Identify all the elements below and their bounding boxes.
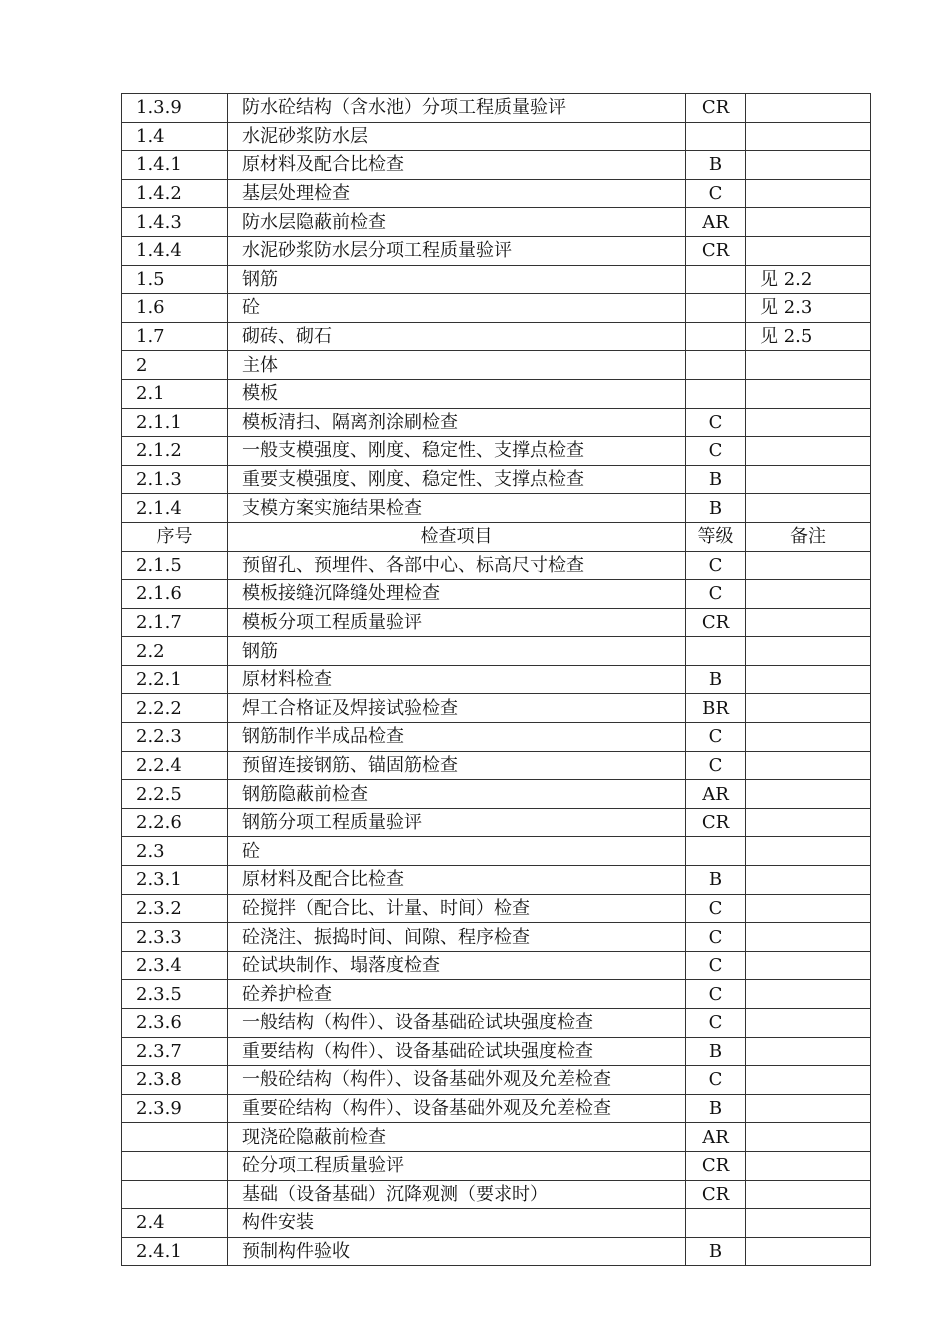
table-row — [122, 1009, 871, 1038]
row-note-cell — [746, 1094, 871, 1123]
row-item-cell: 构件安装 — [228, 1209, 686, 1238]
row-note-cell — [746, 837, 871, 866]
row-grade-cell: C — [686, 1066, 746, 1095]
row-item-cell: 原材料检查 — [228, 665, 686, 694]
table-row — [122, 322, 871, 351]
row-item-cell: 重要结构（构件）、设备基础砼试块强度检查 — [228, 1037, 686, 1066]
row-item-cell: 现浇砼隐蔽前检查 — [228, 1123, 686, 1152]
table-row — [122, 465, 871, 494]
table-row — [122, 151, 871, 180]
row-number-cell: 2.3.2 — [122, 894, 228, 923]
table-row — [122, 637, 871, 666]
row-number-cell: 1.3.9 — [122, 94, 228, 123]
table-body-upper — [122, 94, 871, 523]
row-note-cell — [746, 1066, 871, 1095]
row-number-cell: 2.2.2 — [122, 694, 228, 723]
row-grade-cell: C — [686, 179, 746, 208]
row-number-cell: 1.7 — [122, 322, 228, 351]
table-row — [122, 1037, 871, 1066]
row-number-cell: 1.4.1 — [122, 151, 228, 180]
row-number-cell: 2.2.1 — [122, 665, 228, 694]
row-number-cell: 2.3.4 — [122, 951, 228, 980]
row-note-cell — [746, 437, 871, 466]
row-number-cell: 2.3.1 — [122, 866, 228, 895]
row-item-cell: 模板接缝沉降缝处理检查 — [228, 580, 686, 609]
row-number-cell: 1.4.2 — [122, 179, 228, 208]
table-body-lower — [122, 551, 871, 1266]
table-row — [122, 1066, 871, 1095]
row-note-cell — [746, 866, 871, 895]
table-row — [122, 808, 871, 837]
row-note-cell — [746, 780, 871, 809]
row-grade-cell: C — [686, 980, 746, 1009]
row-grade-cell — [686, 265, 746, 294]
row-number-cell: 1.4.3 — [122, 208, 228, 237]
row-item-cell: 水泥砂浆防水层 — [228, 122, 686, 151]
row-note-cell — [746, 665, 871, 694]
row-grade-cell — [686, 637, 746, 666]
row-item-cell: 钢筋分项工程质量验评 — [228, 808, 686, 837]
row-note-cell: 见 2.2 — [746, 265, 871, 294]
row-grade-cell: CR — [686, 94, 746, 123]
row-item-cell: 砼分项工程质量验评 — [228, 1151, 686, 1180]
row-item-cell: 焊工合格证及焊接试验检查 — [228, 694, 686, 723]
row-grade-cell: C — [686, 580, 746, 609]
row-number-cell: 1.6 — [122, 294, 228, 323]
table-row — [122, 837, 871, 866]
row-grade-cell — [686, 322, 746, 351]
header-note: 备注 — [746, 522, 871, 551]
row-note-cell — [746, 379, 871, 408]
table-row — [122, 1151, 871, 1180]
row-note-cell — [746, 723, 871, 752]
row-number-cell: 2.1.3 — [122, 465, 228, 494]
table-row — [122, 1094, 871, 1123]
row-grade-cell: B — [686, 151, 746, 180]
table-row — [122, 551, 871, 580]
row-item-cell: 钢筋隐蔽前检查 — [228, 780, 686, 809]
row-item-cell: 模板分项工程质量验评 — [228, 608, 686, 637]
row-grade-cell: C — [686, 923, 746, 952]
table-row — [122, 951, 871, 980]
row-number-cell: 2 — [122, 351, 228, 380]
row-number-cell: 2.3.8 — [122, 1066, 228, 1095]
row-item-cell: 一般支模强度、刚度、稳定性、支撑点检查 — [228, 437, 686, 466]
row-note-cell — [746, 94, 871, 123]
row-item-cell: 砼 — [228, 837, 686, 866]
row-item-cell: 模板清扫、隔离剂涂刷检查 — [228, 408, 686, 437]
row-note-cell — [746, 951, 871, 980]
row-grade-cell: B — [686, 866, 746, 895]
table-row — [122, 1209, 871, 1238]
row-note-cell — [746, 694, 871, 723]
table-row — [122, 179, 871, 208]
row-item-cell: 预留孔、预埋件、各部中心、标高尺寸检查 — [228, 551, 686, 580]
inspection-table — [121, 93, 871, 1266]
row-grade-cell: B — [686, 1094, 746, 1123]
row-number-cell: 2.3.9 — [122, 1094, 228, 1123]
row-item-cell: 钢筋 — [228, 637, 686, 666]
row-number-cell: 2.2.4 — [122, 751, 228, 780]
row-number-cell: 1.4.4 — [122, 236, 228, 265]
table-row — [122, 1237, 871, 1266]
table-row — [122, 408, 871, 437]
row-note-cell: 见 2.3 — [746, 294, 871, 323]
table-row — [122, 351, 871, 380]
row-number-cell: 1.4 — [122, 122, 228, 151]
row-item-cell: 水泥砂浆防水层分项工程质量验评 — [228, 236, 686, 265]
row-number-cell: 2.1 — [122, 379, 228, 408]
row-grade-cell: CR — [686, 236, 746, 265]
row-grade-cell: BR — [686, 694, 746, 723]
table-row — [122, 208, 871, 237]
row-note-cell — [746, 408, 871, 437]
table-row — [122, 494, 871, 523]
row-item-cell: 砼搅拌（配合比、计量、时间）检查 — [228, 894, 686, 923]
row-number-cell: 2.1.5 — [122, 551, 228, 580]
row-number-cell: 2.4 — [122, 1209, 228, 1238]
row-grade-cell: B — [686, 665, 746, 694]
row-number-cell: 2.4.1 — [122, 1237, 228, 1266]
row-item-cell: 钢筋 — [228, 265, 686, 294]
row-note-cell — [746, 1180, 871, 1209]
row-grade-cell — [686, 294, 746, 323]
row-grade-cell: B — [686, 494, 746, 523]
row-grade-cell: C — [686, 551, 746, 580]
row-grade-cell — [686, 1209, 746, 1238]
row-note-cell — [746, 608, 871, 637]
row-item-cell: 砼 — [228, 294, 686, 323]
row-grade-cell: C — [686, 751, 746, 780]
header-no: 序号 — [122, 522, 228, 551]
row-note-cell — [746, 122, 871, 151]
row-note-cell — [746, 465, 871, 494]
row-note-cell — [746, 208, 871, 237]
row-item-cell: 原材料及配合比检查 — [228, 151, 686, 180]
row-note-cell — [746, 1209, 871, 1238]
row-grade-cell — [686, 351, 746, 380]
row-number-cell: 2.1.2 — [122, 437, 228, 466]
table-row — [122, 122, 871, 151]
table-row — [122, 437, 871, 466]
row-note-cell — [746, 351, 871, 380]
row-grade-cell: CR — [686, 808, 746, 837]
row-number-cell: 2.2 — [122, 637, 228, 666]
row-grade-cell — [686, 122, 746, 151]
row-number-cell: 2.3.6 — [122, 1009, 228, 1038]
row-item-cell: 主体 — [228, 351, 686, 380]
row-number-cell: 2.3.7 — [122, 1037, 228, 1066]
row-note-cell — [746, 980, 871, 1009]
table-row — [122, 265, 871, 294]
table-row — [122, 1180, 871, 1209]
table-row — [122, 751, 871, 780]
row-item-cell: 防水层隐蔽前检查 — [228, 208, 686, 237]
row-item-cell: 一般结构（构件）、设备基础砼试块强度检查 — [228, 1009, 686, 1038]
row-item-cell: 支模方案实施结果检查 — [228, 494, 686, 523]
row-item-cell: 砼浇注、振捣时间、间隙、程序检查 — [228, 923, 686, 952]
row-item-cell: 基础（设备基础）沉降观测（要求时） — [228, 1180, 686, 1209]
row-note-cell — [746, 1037, 871, 1066]
row-number-cell: 2.1.6 — [122, 580, 228, 609]
table-row — [122, 580, 871, 609]
row-note-cell — [746, 151, 871, 180]
row-item-cell: 模板 — [228, 379, 686, 408]
row-note-cell — [746, 1009, 871, 1038]
table-row — [122, 780, 871, 809]
row-note-cell — [746, 894, 871, 923]
table-row — [122, 894, 871, 923]
row-grade-cell: C — [686, 723, 746, 752]
row-item-cell: 一般砼结构（构件）、设备基础外观及允差检查 — [228, 1066, 686, 1095]
row-grade-cell: B — [686, 1237, 746, 1266]
row-grade-cell: C — [686, 408, 746, 437]
row-grade-cell: AR — [686, 1123, 746, 1152]
table-header-row — [122, 522, 871, 551]
row-grade-cell: C — [686, 951, 746, 980]
row-note-cell — [746, 923, 871, 952]
row-note-cell — [746, 808, 871, 837]
row-number-cell: 1.5 — [122, 265, 228, 294]
row-note-cell — [746, 580, 871, 609]
table-row — [122, 379, 871, 408]
table-row — [122, 923, 871, 952]
row-item-cell: 预留连接钢筋、锚固筋检查 — [228, 751, 686, 780]
row-item-cell: 砌砖、砌石 — [228, 322, 686, 351]
row-number-cell: 2.1.4 — [122, 494, 228, 523]
row-number-cell — [122, 1151, 228, 1180]
row-grade-cell: C — [686, 1009, 746, 1038]
table-row — [122, 608, 871, 637]
row-number-cell: 2.2.3 — [122, 723, 228, 752]
row-grade-cell: CR — [686, 1151, 746, 1180]
row-note-cell — [746, 751, 871, 780]
table-row — [122, 1123, 871, 1152]
table-row — [122, 694, 871, 723]
header-grade: 等级 — [686, 522, 746, 551]
row-number-cell: 2.1.1 — [122, 408, 228, 437]
row-grade-cell: C — [686, 437, 746, 466]
row-item-cell: 基层处理检查 — [228, 179, 686, 208]
row-number-cell: 2.3 — [122, 837, 228, 866]
table-row — [122, 665, 871, 694]
row-number-cell: 2.3.3 — [122, 923, 228, 952]
table-row — [122, 866, 871, 895]
row-note-cell — [746, 637, 871, 666]
row-number-cell — [122, 1180, 228, 1209]
row-item-cell: 预制构件验收 — [228, 1237, 686, 1266]
row-note-cell — [746, 236, 871, 265]
row-grade-cell: B — [686, 465, 746, 494]
row-item-cell: 砼试块制作、塌落度检查 — [228, 951, 686, 980]
row-note-cell — [746, 494, 871, 523]
row-item-cell: 原材料及配合比检查 — [228, 866, 686, 895]
row-grade-cell: AR — [686, 780, 746, 809]
row-grade-cell — [686, 379, 746, 408]
row-grade-cell — [686, 837, 746, 866]
row-number-cell: 2.3.5 — [122, 980, 228, 1009]
row-number-cell: 2.2.5 — [122, 780, 228, 809]
header-item: 检查项目 — [228, 522, 686, 551]
row-item-cell: 防水砼结构（含水池）分项工程质量验评 — [228, 94, 686, 123]
row-number-cell — [122, 1123, 228, 1152]
row-grade-cell: C — [686, 894, 746, 923]
row-number-cell: 2.2.6 — [122, 808, 228, 837]
row-note-cell — [746, 551, 871, 580]
table-row — [122, 294, 871, 323]
row-item-cell: 钢筋制作半成品检查 — [228, 723, 686, 752]
row-item-cell: 重要砼结构（构件）、设备基础外观及允差检查 — [228, 1094, 686, 1123]
table-row — [122, 94, 871, 123]
row-grade-cell: B — [686, 1037, 746, 1066]
table-row — [122, 236, 871, 265]
row-note-cell — [746, 1151, 871, 1180]
table-row — [122, 980, 871, 1009]
row-note-cell — [746, 1123, 871, 1152]
row-grade-cell: CR — [686, 1180, 746, 1209]
row-item-cell: 重要支模强度、刚度、稳定性、支撑点检查 — [228, 465, 686, 494]
row-number-cell: 2.1.7 — [122, 608, 228, 637]
table-header-row-group — [122, 522, 871, 551]
row-grade-cell: CR — [686, 608, 746, 637]
row-note-cell — [746, 1237, 871, 1266]
row-grade-cell: AR — [686, 208, 746, 237]
row-note-cell — [746, 179, 871, 208]
table-row — [122, 723, 871, 752]
row-item-cell: 砼养护检查 — [228, 980, 686, 1009]
row-note-cell: 见 2.5 — [746, 322, 871, 351]
